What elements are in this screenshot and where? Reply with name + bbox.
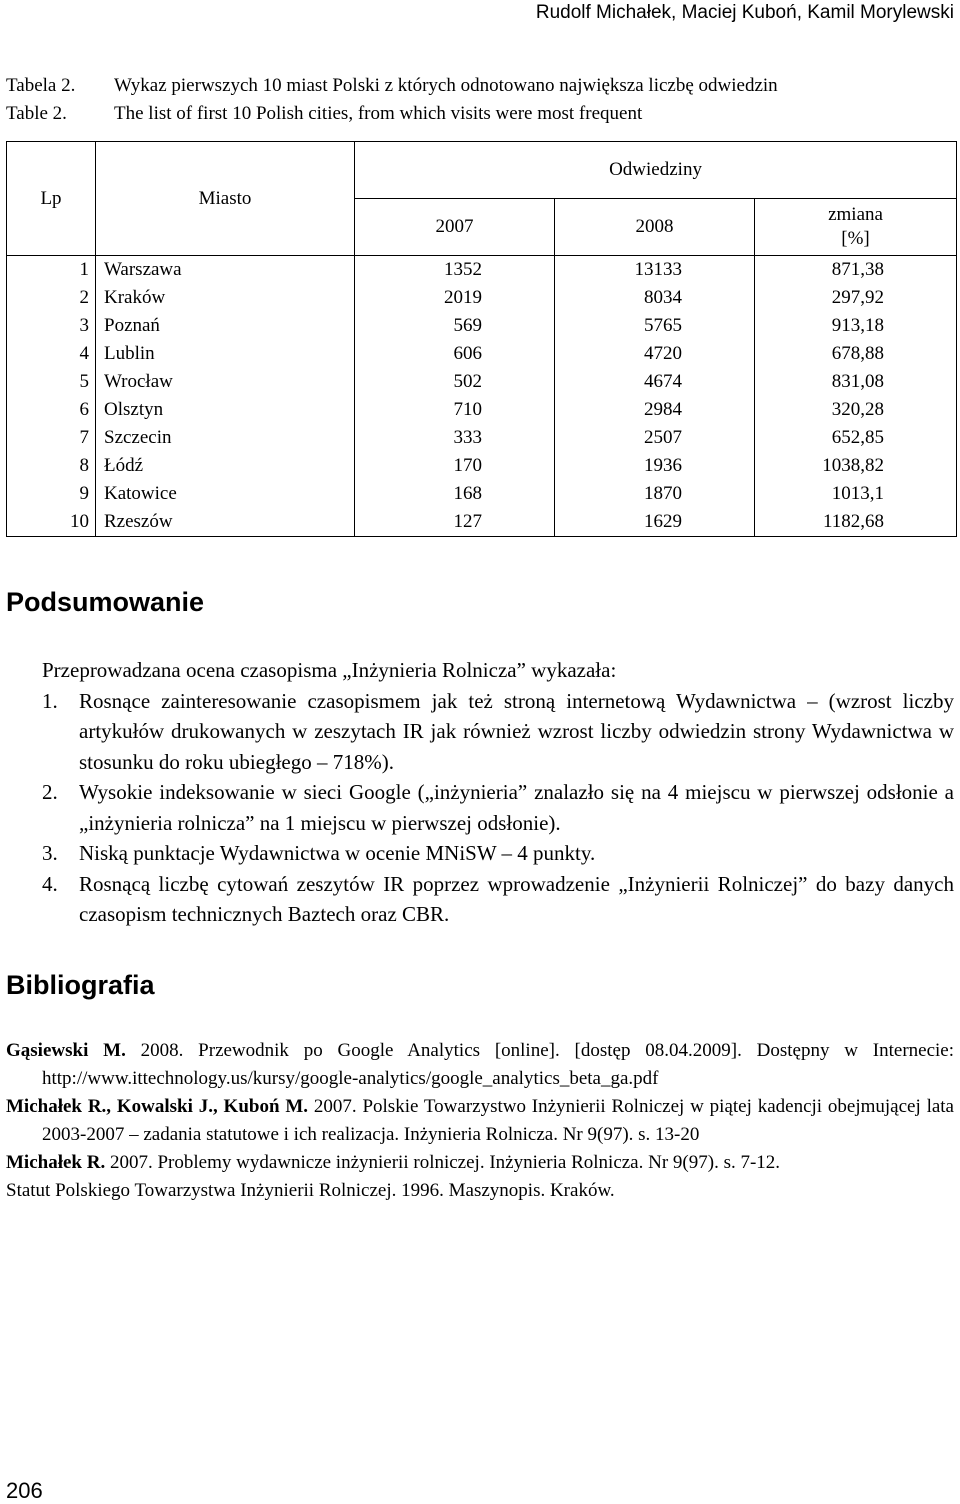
cell-2008: 1629 [555, 508, 755, 537]
cell-change: 652,85 [755, 424, 957, 452]
cell-2007: 1352 [355, 256, 555, 285]
cell-change: 297,92 [755, 284, 957, 312]
cell-change: 678,88 [755, 340, 957, 368]
summary-item [42, 869, 954, 930]
table-row [7, 396, 957, 424]
cell-2007: 606 [355, 340, 555, 368]
cell-2008: 2507 [555, 424, 755, 452]
bibliography-entry [6, 1093, 954, 1149]
visits-table [6, 141, 957, 537]
cell-change: 871,38 [755, 256, 957, 285]
table-row [7, 256, 957, 285]
table-row [7, 480, 957, 508]
cell-2008: 4720 [555, 340, 755, 368]
cell-city: Lublin [96, 340, 355, 368]
summary-item-number: 1. [42, 688, 58, 713]
cell-2007: 502 [355, 368, 555, 396]
header-visits: Odwiedziny [355, 142, 957, 199]
table-header-row [7, 142, 957, 199]
cell-lp: 9 [7, 480, 96, 508]
bibliography-authors: Gąsiewski M. [6, 1040, 126, 1061]
cell-2007: 569 [355, 312, 555, 340]
cell-2007: 127 [355, 508, 555, 537]
summary-item-text: Niską punktacje Wydawnictwa w ocenie MNiSW – 4 punkty. [79, 841, 596, 865]
bibliography-authors: Michałek R., Kowalski J., Kuboń M. [6, 1096, 309, 1117]
cell-2008: 1870 [555, 480, 755, 508]
cell-change: 831,08 [755, 368, 957, 396]
header-2007: 2007 [355, 199, 555, 256]
cell-lp: 2 [7, 284, 96, 312]
cell-2007: 333 [355, 424, 555, 452]
cell-city: Katowice [96, 480, 355, 508]
cell-city: Wrocław [96, 368, 355, 396]
running-head: Rudolf Michałek, Maciej Kuboń, Kamil Morylewski [535, 2, 954, 23]
bibliography-entry [6, 1037, 954, 1093]
caption-en-label: Table 2. [6, 103, 67, 124]
cell-lp: 3 [7, 312, 96, 340]
bibliography-authors: Michałek R. [6, 1152, 106, 1173]
summary-item-number: 2. [42, 780, 58, 804]
cell-lp: 8 [7, 452, 96, 480]
cell-2007: 168 [355, 480, 555, 508]
bibliography-heading: Bibliografia [6, 970, 155, 1000]
table-row [7, 312, 957, 340]
cell-city: Szczecin [96, 424, 355, 452]
summary-item [42, 686, 954, 778]
cell-city: Warszawa [96, 256, 355, 285]
header-2008: 2008 [555, 199, 755, 256]
caption-pl-text: Wykaz pierwszych 10 miast Polski z których odnotowano największa liczbę odwiedzin [114, 75, 778, 96]
header-city: Miasto [96, 142, 355, 256]
caption-en-text: The list of first 10 Polish cities, from which visits were most frequent [114, 103, 643, 124]
bibliography-list [6, 1037, 954, 1205]
header-change-label: zmiana [828, 204, 883, 225]
cell-2008: 1936 [555, 452, 755, 480]
cell-2008: 5765 [555, 312, 755, 340]
bibliography-entry [6, 1149, 954, 1177]
cell-2007: 170 [355, 452, 555, 480]
bibliography-entry [6, 1177, 954, 1205]
table-row [7, 368, 957, 396]
bibliography-text: 2007. Problemy wydawnicze inżynierii rolniczej. Inżynieria Rolnicza. Nr 9(97). s. 7-12. [105, 1152, 781, 1173]
header-change-unit: [%] [841, 228, 870, 249]
table-row [7, 508, 957, 537]
summary-item [42, 838, 954, 869]
table-caption [6, 72, 956, 128]
summary-intro: Przeprowadzana ocena czasopisma „Inżynieria Rolnicza” wykazała: [42, 658, 617, 682]
cell-2008: 2984 [555, 396, 755, 424]
cell-change: 320,28 [755, 396, 957, 424]
cell-2008: 8034 [555, 284, 755, 312]
summary-item-number: 3. [42, 841, 58, 865]
header-lp: Lp [7, 142, 96, 256]
cell-city: Kraków [96, 284, 355, 312]
summary-item-text: Rosnącą liczbę cytowań zeszytów IR poprzez wprowadzenie „Inżynierii Rolniczej” do bazy danych czasopism technicznych Baztech oraz CBR. [79, 871, 954, 926]
cell-change: 913,18 [755, 312, 957, 340]
cell-lp: 10 [7, 508, 96, 537]
summary-item-number: 4. [42, 871, 58, 896]
table-row [7, 284, 957, 312]
bibliography-text: 2008. Przewodnik po Google Analytics [online]. [dostęp 08.04.2009]. Dostępny w Internecie: http://www.ittechnology.us/kursy/google-analytics/google_analytics_beta_ga.pdf [42, 1040, 954, 1089]
summary-item-text: Wysokie indeksowanie w sieci Google („inżynieria” znalazło się na 4 miejscu w pierwszej odsłonie a „inżynieria rolnicza” na 1 miejscu w pierwszej odsłonie). [79, 780, 954, 835]
cell-lp: 6 [7, 396, 96, 424]
cell-lp: 5 [7, 368, 96, 396]
table-body [7, 256, 957, 537]
cell-change: 1182,68 [755, 508, 957, 537]
bibliography-text: Statut Polskiego Towarzystwa Inżynierii Rolniczej. 1996. Maszynopis. Kraków. [6, 1180, 615, 1201]
cell-change: 1013,1 [755, 480, 957, 508]
header-change [755, 199, 957, 256]
summary-section [42, 655, 954, 930]
cell-lp: 7 [7, 424, 96, 452]
cell-2008: 4674 [555, 368, 755, 396]
cell-2007: 710 [355, 396, 555, 424]
cell-change: 1038,82 [755, 452, 957, 480]
bibliography-text: 2007. Polskie Towarzystwo Inżynierii Rolniczej w piątej kadencji obejmującej lata 2003-2007 – zadania statutowe i ich realizacja. Inżynieria Rolnicza. Nr 9(97). s. 13-20 [42, 1096, 954, 1145]
caption-pl-label: Tabela 2. [6, 75, 76, 96]
table-row [7, 452, 957, 480]
cell-city: Łódź [96, 452, 355, 480]
cell-city: Poznań [96, 312, 355, 340]
summary-item [42, 777, 954, 838]
cell-2008: 13133 [555, 256, 755, 285]
page-number: 206 [6, 1478, 43, 1503]
cell-lp: 4 [7, 340, 96, 368]
summary-heading: Podsumowanie [6, 587, 205, 617]
table-row [7, 424, 957, 452]
cell-lp: 1 [7, 256, 96, 285]
cell-city: Olsztyn [96, 396, 355, 424]
table-row [7, 340, 957, 368]
caption-en [6, 100, 956, 128]
caption-pl [6, 72, 956, 100]
summary-item-text: Rosnące zainteresowanie czasopismem jak też stroną internetową Wydawnictwa – (wzrost liczby artykułów drukowanych w zeszytach IR jak również wzrost liczby odwiedzin strony Wydawnictwa w stosunku do roku ubiegłego – 718%). [79, 688, 954, 774]
cell-city: Rzeszów [96, 508, 355, 537]
summary-list [42, 686, 954, 930]
cell-2007: 2019 [355, 284, 555, 312]
